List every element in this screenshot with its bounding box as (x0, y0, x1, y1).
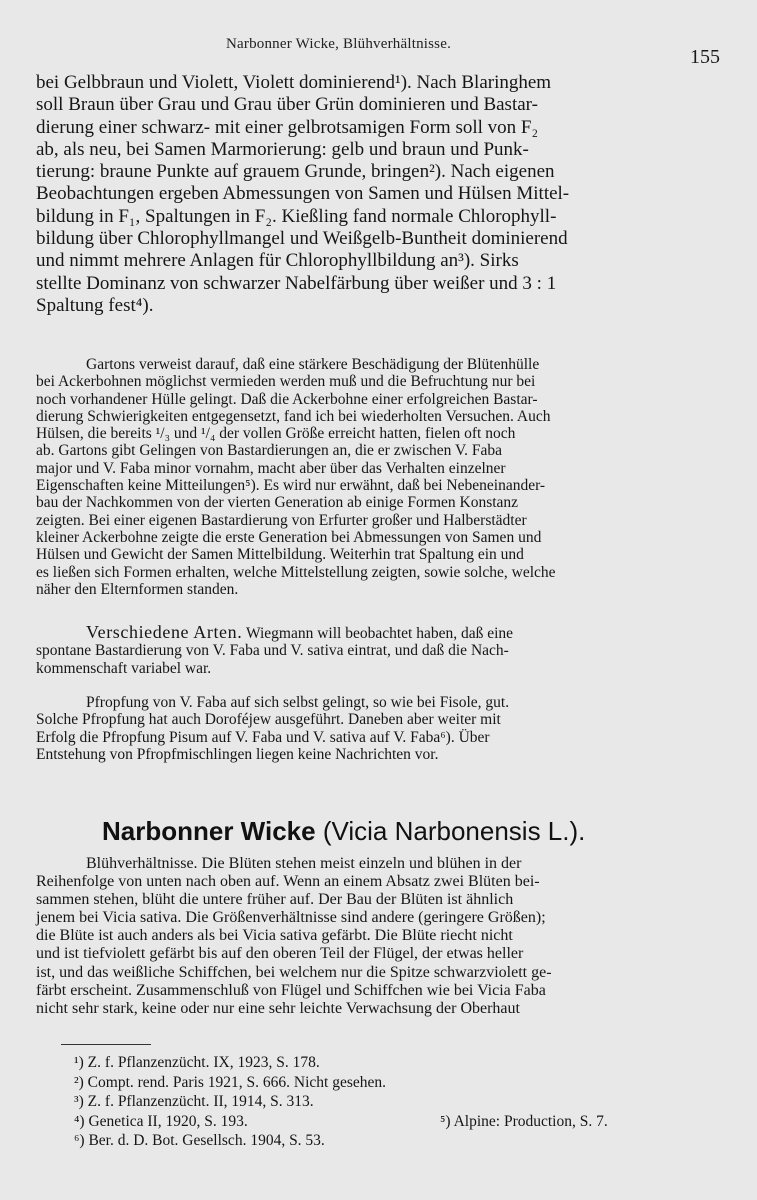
footnote-4: ⁴) Genetica II, 1920, S. 193. (74, 1112, 248, 1130)
running-head (0, 36, 757, 66)
text-line (36, 624, 726, 642)
text-line: die Blüte ist auch anders als bei Vicia sativa gefärbt. Die Blüte riecht nicht (36, 927, 513, 945)
text-line: nicht sehr stark, keine oder nur eine sehr leichte Verwachsung der Oberhaut (36, 999, 520, 1017)
text-line: Solche Pfropfung hat auch Doroféjew ausgeführt. Daneben aber weiter mit (36, 711, 501, 729)
text-line: Hülsen, die bereits ¹/₃ und ¹/₄ der vollen Größe erreicht hatten, fielen oft noch (36, 425, 516, 443)
text-line: Eigenschaften keine Mitteilungen⁵). Es wird nur erwähnt, daß bei Nebeneinander- (36, 477, 546, 495)
bluehverhaeltnisse-paragraph (36, 855, 726, 1018)
text-line: bildung über Chlorophyllmangel und Weißgelb-Buntheit dominierend (36, 228, 568, 250)
footnote-6: ⁶) Ber. d. D. Bot. Gesellsch. 1904, S. 53. (74, 1132, 325, 1149)
text-line: jenem bei Vicia sativa. Die Größenverhältnisse sind andere (geringere Größen); (36, 909, 546, 927)
text-line: färbt erscheint. Zusammenschluß von Flügel und Schiffchen wie bei Vicia Faba (36, 981, 546, 999)
section-heading (102, 816, 662, 847)
text-line: ab. Gartons gibt Gelingen von Bastardierungen an, die er zwischen V. Faba (36, 442, 503, 460)
text-line: Reihenfolge von unten nach oben auf. Wenn an einem Absatz zwei Blüten bei- (36, 873, 540, 891)
text-line: Gartons verweist darauf, daß eine stärkere Beschädigung der Blütenhülle (86, 356, 540, 373)
text-line: ab, als neu, bei Samen Marmorierung: gelb und braun und Punk- (36, 138, 529, 160)
text-line: näher den Elternformen standen. (36, 580, 239, 598)
text-line: und nimmt mehrere Anlagen für Chlorophyllbildung an³). Sirks (36, 250, 519, 272)
arten-first-line: Wiegmann will beobachtet haben, daß eine (245, 625, 514, 642)
text-line: bau der Nachkommen von der vierten Generation ab einige Formen Konstanz (36, 494, 519, 512)
text-line: dierung einer schwarz- mit einer gelbrotsamigen Form soll von F₂ (36, 116, 539, 138)
page-number: 155 (690, 46, 720, 68)
text-line: Beobachtungen ergeben Abmessungen von Samen und Hülsen Mittel- (36, 183, 570, 205)
footnote-2: ²) Compt. rend. Paris 1921, S. 666. Nicht gesehen. (74, 1073, 387, 1091)
text-line: Entstehung von Pfropfmischlingen liegen keine Nachrichten vor. (36, 745, 439, 763)
text-line: major und V. Faba minor vornahm, macht aber über das Verhalten einzelner (36, 459, 506, 477)
text-line: soll Braun über Grau und Grau über Grün dominieren und Bastar- (36, 94, 538, 116)
text-line: dierung Schwierigkeiten entgegensetzt, fand ich bei wiederholten Versuchen. Auch (36, 407, 551, 425)
pfropfung-paragraph (36, 694, 726, 763)
text-line: bei Gelbbraun und Violett, Violett dominierend¹). Nach Blaringhem (36, 72, 552, 93)
text-line: bildung in F₁, Spaltungen in F₂. Kießling fand normale Chlorophyll- (36, 205, 557, 227)
footnote-rule (61, 1044, 151, 1045)
text-line: kommenschaft variabel war. (36, 659, 212, 677)
footnotes (74, 1053, 714, 1151)
text-line: Erfolg die Pfropfung Pisum auf V. Faba und V. sativa auf V. Faba⁶). Über (36, 728, 490, 746)
footnote-1: ¹) Z. f. Pflanzenzücht. IX, 1923, S. 178. (74, 1054, 320, 1071)
footnote-3: ³) Z. f. Pflanzenzücht. II, 1914, S. 313. (74, 1093, 314, 1110)
text-line: ist, und das weißliche Schiffchen, bei welchem nur die Spitze schwarzviolett ge- (36, 963, 552, 981)
text-line: und ist tiefviolett gefärbt bis auf den oberen Teil der Flügel, der etwas heller (36, 945, 524, 963)
text-line: stellte Dominanz von schwarzer Nabelfärbung über weißer und 3 : 1 (36, 272, 557, 294)
text-line: Blühverhältnisse. Die Blüten stehen meist einzeln und blühen in der (86, 855, 522, 872)
text-line: tierung: braune Punkte auf grauem Grunde, bringen²). Nach eigenen (36, 161, 555, 183)
text-line: spontane Bastardierung von V. Faba und V. sativa eintrat, und daß die Nach- (36, 642, 509, 660)
text-line: noch vorhandener Hülle gelingt. Daß die Ackerbohne einer erfolgreichen Bastar- (36, 390, 538, 408)
note-paragraph (36, 356, 726, 598)
text-line: sammen stehen, blüht die untere früher auf. Der Bau der Blüten ist ähnlich (36, 891, 514, 909)
running-title: Narbonner Wicke, Blühverhältnisse. (226, 36, 452, 52)
main-paragraph (36, 72, 726, 317)
footnote-4-row (74, 1112, 714, 1132)
text-line: kleiner Ackerbohne zeigte die erste Generation bei Abmessungen von Samen und (36, 528, 542, 546)
arten-paragraph (36, 624, 726, 677)
footnote-5: ⁵) Alpine: Production, S. 7. (440, 1112, 608, 1130)
text-line: Pfropfung von V. Faba auf sich selbst gelingt, so wie bei Fisole, gut. (86, 694, 510, 711)
arten-heading: Verschiedene Arten. (86, 622, 243, 642)
text-line: Spaltung fest⁴). (36, 294, 154, 316)
text-line: es ließen sich Formen erhalten, welche Mittelstellung zeigten, sowie solche, welche (36, 563, 556, 581)
text-line: zeigten. Bei einer eigenen Bastardierung von Erfurter großer und Halberstädter (36, 511, 527, 529)
text-line: bei Ackerbohnen möglichst vermieden werden muß und die Befruchtung nur bei (36, 373, 536, 391)
section-latin-name: (Vicia Narbonensis L.). (322, 816, 586, 846)
text-line: Hülsen und Gewicht der Samen Mittelbildung. Weiterhin trat Spaltung ein und (36, 546, 524, 564)
section-title: Narbonner Wicke (102, 816, 316, 846)
